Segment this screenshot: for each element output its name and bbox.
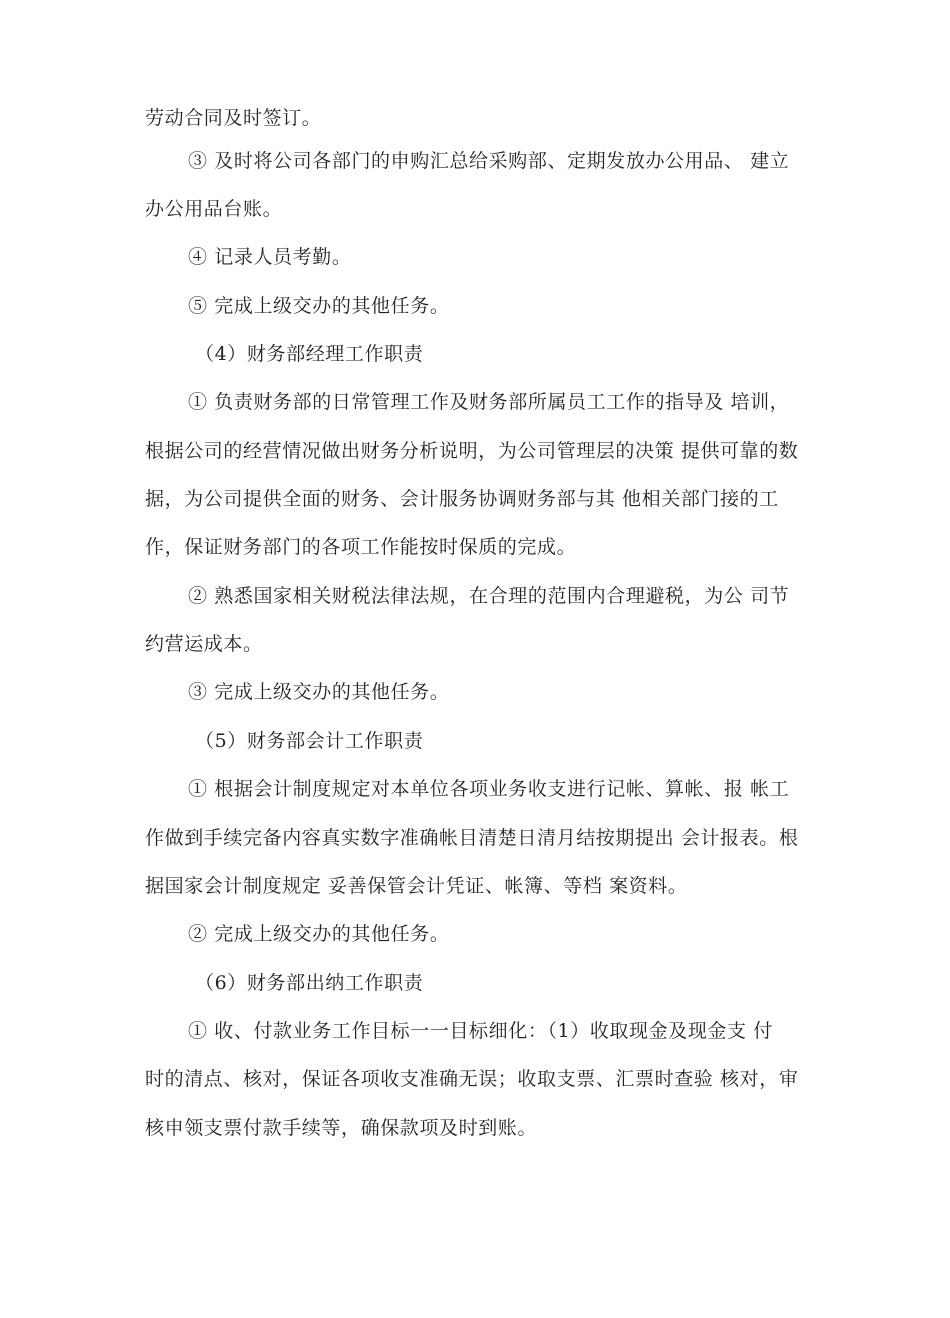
section-heading-5: （5）财务部会计工作职责 <box>195 730 424 752</box>
text-line: 作做到手续完备内容真实数字准确帐目清楚日清月结按期提出 会计报表。根 <box>145 827 799 849</box>
list-item-3: ③ 完成上级交办的其他任务。 <box>188 681 450 703</box>
text-line: 时的清点、核对，保证各项收支准确无误；收取支票、汇票时查验 核对，审 <box>145 1068 799 1090</box>
text-line: 办公用品台账。 <box>145 198 283 220</box>
list-item-5: ⑤ 完成上级交办的其他任务。 <box>188 295 450 317</box>
list-item-1: ① 根据会计制度规定对本单位各项业务收支进行记帐、算帐、报 帐工 <box>188 778 790 800</box>
list-item-3: ③ 及时将公司各部门的申购汇总给采购部、定期发放办公用品、 建立 <box>188 150 790 172</box>
list-item-1: ① 收、付款业务工作目标一一目标细化：（1）收取现金及现金支 付 <box>188 1020 773 1042</box>
text-line: 劳动合同及时签订。 <box>145 107 322 129</box>
text-line: 核申领支票付款手续等，确保款项及时到账。 <box>145 1117 538 1139</box>
section-heading-6: （6）财务部出纳工作职责 <box>195 972 424 994</box>
text-line: 作，保证财务部门的各项工作能按时保质的完成。 <box>145 536 577 558</box>
list-item-1: ① 负责财务部的日常管理工作及财务部所属员工工作的指导及 培训， <box>188 391 790 413</box>
text-line: 约营运成本。 <box>145 633 263 655</box>
list-item-4: ④ 记录人员考勤。 <box>188 246 352 268</box>
list-item-2: ② 熟悉国家相关财税法律法规，在合理的范围内合理避税，为公 司节 <box>188 585 790 607</box>
list-item-2: ② 完成上级交办的其他任务。 <box>188 923 450 945</box>
section-heading-4: （4）财务部经理工作职责 <box>195 343 424 365</box>
text-line: 据，为公司提供全面的财务、会计服务协调财务部与其 他相关部门接的工 <box>145 488 779 510</box>
text-line: 据国家会计制度规定 妥善保管会计凭证、帐簿、等档 案资料。 <box>145 875 688 897</box>
text-line: 根据公司的经营情况做出财务分析说明，为公司管理层的决策 提供可靠的数 <box>145 440 799 462</box>
